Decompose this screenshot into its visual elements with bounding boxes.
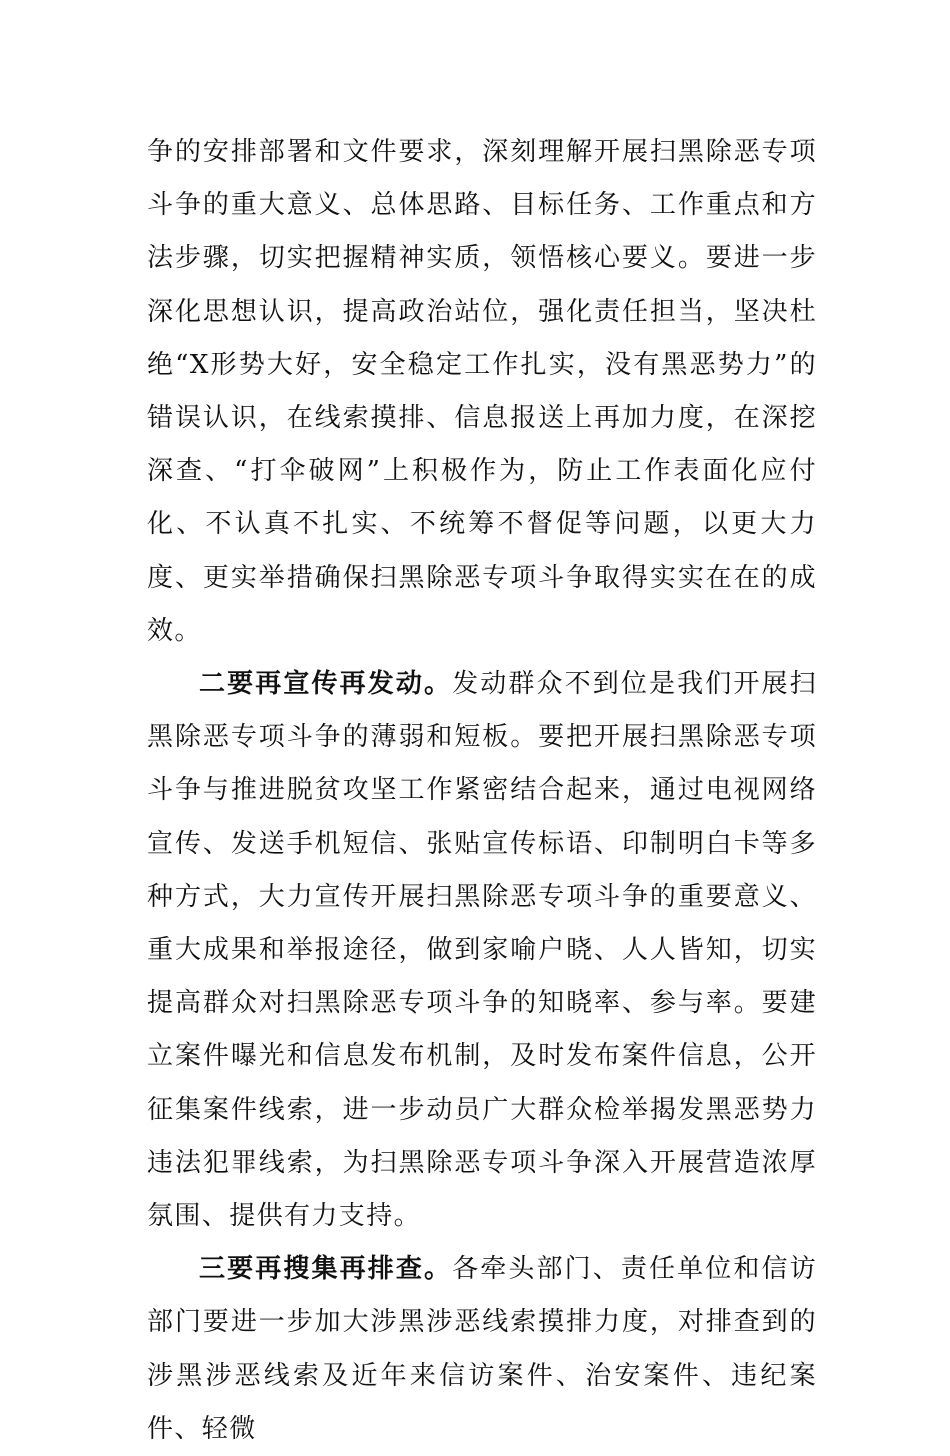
paragraph-continued: [147, 126, 817, 658]
paragraph-publicity: [147, 658, 817, 1243]
document-body: [147, 126, 817, 1456]
paragraph-text: 发动群众不到位是我们开展扫黑除恶专项斗争的薄弱和短板。要把开展扫黑除恶专项斗争与推进脱贫攻坚工作紧密结合起来，通过电视网络宣传、发送手机短信、张贴宣传标语、印制明白卡等多种方式，大力宣传开展扫黑除恶专项斗争的重要意义、重大成果和举报途径，做到家喻户晓、人人皆知，切实提高群众对扫黑除恶专项斗争的知晓率、参与率。要建立案件曝光和信息发布机制，及时发布案件信息，公开征集案件线索，进一步动员广大群众检举揭发黑恶势力违法犯罪线索，为扫黑除恶专项斗争深入开展营造浓厚氛围、提供有力支持。: [147, 669, 817, 1232]
paragraph-text: 争的安排部署和文件要求，深刻理解开展扫黑除恶专项斗争的重大意义、总体思路、目标任务、工作重点和方法步骤，切实把握精神实质，领悟核心要义。要进一步深化思想认识，提高政治站位，强化责任担当，坚决杜绝“X形势大好，安全稳定工作扎实，没有黑恶势力”的错误认识，在线索摸排、信息报送上再加力度，在深挖深查、“打伞破网”上积极作为，防止工作表面化应付化、不认真不扎实、不统筹不督促等问题，以更大力度、更实举措确保扫黑除恶专项斗争取得实实在在的成效。: [147, 137, 817, 646]
paragraph-heading: 三要再搜集再排查。: [199, 1254, 453, 1285]
paragraph-text: 各牵头部门、责任单位和信访部门要进一步加大涉黑涉恶线索摸排力度，对排查到的涉黑涉恶线索及近年来信访案件、治安案件、违纪案件、轻微: [147, 1254, 817, 1444]
paragraph-investigation: [147, 1243, 817, 1456]
paragraph-heading: 二要再宣传再发动。: [199, 669, 453, 700]
